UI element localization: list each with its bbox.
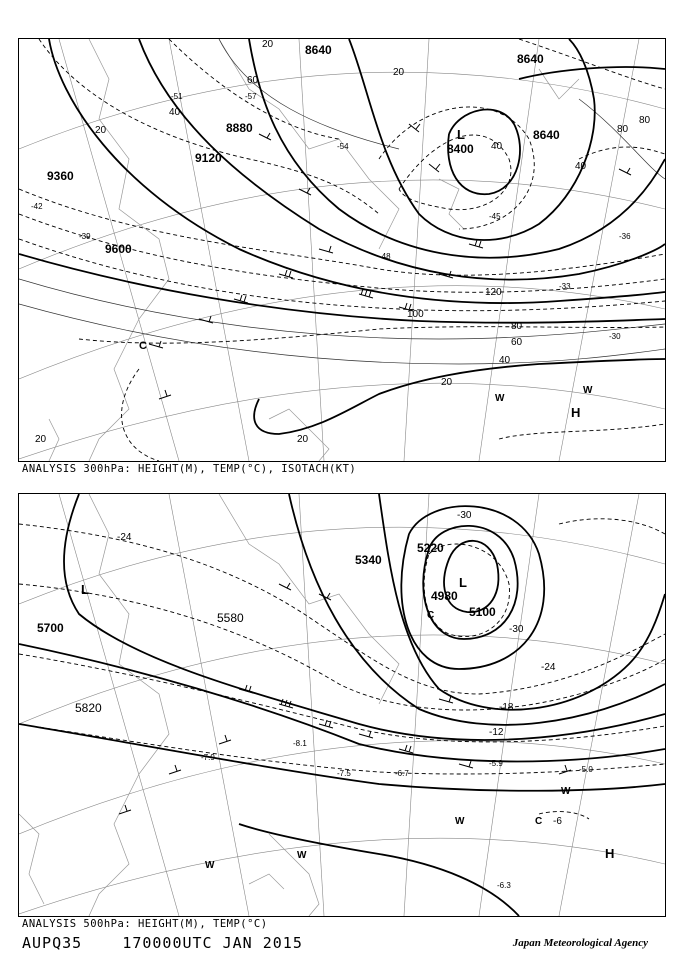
- station-value: -6.7: [395, 769, 409, 778]
- temperature-label: -30: [509, 624, 524, 635]
- temperature-label: -48: [379, 252, 391, 261]
- height-labels: [37, 541, 496, 715]
- bottom-chart-caption: ANALYSIS 500hPa: HEIGHT(M), TEMP(°C): [22, 918, 268, 930]
- isotach-label: 80: [617, 124, 629, 135]
- temperature-label: -36: [619, 232, 631, 241]
- high-pressure-marker: H: [571, 405, 581, 420]
- isotach-label: 20: [95, 125, 107, 136]
- height-labels: [47, 43, 560, 256]
- station-value: -5.9: [489, 759, 503, 768]
- high-pressure-marker: H: [605, 846, 615, 861]
- warm-center-marker: W: [297, 850, 307, 861]
- height-label: 4980: [431, 589, 458, 603]
- isotach-label: 20: [262, 39, 274, 50]
- height-label: 5340: [355, 553, 382, 567]
- isotach-label: 120: [485, 287, 502, 298]
- height-label: 8640: [533, 128, 560, 142]
- temperature-label: -30: [457, 510, 472, 521]
- wind-barbs: [149, 124, 631, 399]
- height-label: 5220: [417, 541, 444, 555]
- warm-center-marker: W: [205, 860, 215, 871]
- temperature-label: -45: [489, 212, 501, 221]
- height-label: 5820: [75, 701, 102, 715]
- station-value: -8.1: [293, 739, 307, 748]
- map-500hpa: [18, 493, 666, 917]
- station-value: -7.5: [337, 769, 351, 778]
- isotach-label: 20: [441, 377, 453, 388]
- pressure-centers: [139, 127, 593, 420]
- temperature-label: -18: [499, 702, 514, 713]
- low-pressure-marker: L: [81, 582, 89, 597]
- height-label: 5100: [469, 605, 496, 619]
- isotach-label: 60: [247, 75, 259, 86]
- temperature-label: -24: [541, 662, 556, 673]
- valid-time: 170000UTC JAN 2015: [122, 934, 303, 952]
- cold-center-marker: C: [427, 610, 435, 621]
- isotach-label: 40: [491, 141, 503, 152]
- cold-center-marker: C: [139, 340, 147, 352]
- top-chart-caption: ANALYSIS 300hPa: HEIGHT(M), TEMP(°C), ISOTACH(KT): [22, 463, 357, 475]
- temperature-label: -24: [117, 532, 132, 543]
- isotach-label: 40: [169, 107, 181, 118]
- temperature-label: -30: [609, 332, 621, 341]
- agency-name: Japan Meteorological Agency: [512, 937, 648, 949]
- low-pressure-marker: L: [459, 575, 467, 590]
- warm-center-marker: W: [583, 385, 593, 396]
- isotach-label: 60: [511, 337, 523, 348]
- warm-center-marker: W: [561, 786, 571, 797]
- temperature-label: -54: [337, 142, 349, 151]
- temperature-label: -6: [553, 816, 562, 827]
- height-label: 8640: [517, 52, 544, 66]
- height-label: 9600: [105, 242, 132, 256]
- isotach-label: 80: [639, 115, 651, 126]
- height-label: 9120: [195, 151, 222, 165]
- height-label: 5700: [37, 621, 64, 635]
- warm-center-marker: W: [495, 393, 505, 404]
- isotach-label: 20: [297, 434, 309, 445]
- station-value: -5.0: [579, 765, 593, 774]
- low-pressure-marker: L: [457, 127, 465, 142]
- height-label: 5580: [217, 611, 244, 625]
- isotach-label: 40: [499, 355, 511, 366]
- temperature-label: -12: [489, 727, 504, 738]
- chart-id-and-time: [22, 934, 303, 952]
- temperature-label: -42: [31, 202, 43, 211]
- station-value: -7.9: [201, 753, 215, 762]
- isotach-label: 20: [35, 434, 47, 445]
- isotach-label: 20: [393, 67, 405, 78]
- graticule: [19, 494, 665, 916]
- height-label: 8880: [226, 121, 253, 135]
- chart-id: AUPQ35: [22, 934, 83, 952]
- temperature-label: -39: [79, 232, 91, 241]
- height-label: 8640: [305, 43, 332, 57]
- warm-center-marker: W: [455, 816, 465, 827]
- height-label: 8400: [447, 142, 474, 156]
- map-500hpa-canvas: [19, 494, 665, 916]
- station-value: -6.3: [497, 881, 511, 890]
- height-contours: [19, 494, 665, 916]
- height-label: 9360: [47, 169, 74, 183]
- isotach-label: 40: [575, 161, 587, 172]
- temperature-label: -57: [245, 92, 257, 101]
- map-300hpa: [18, 38, 666, 462]
- isotach-label: 100: [407, 309, 424, 320]
- isotach-label: 80: [511, 321, 523, 332]
- map-300hpa-canvas: [19, 39, 665, 461]
- cold-center-marker: C: [535, 816, 543, 827]
- temperature-label: -51: [171, 92, 183, 101]
- temperature-label: -33: [559, 282, 571, 291]
